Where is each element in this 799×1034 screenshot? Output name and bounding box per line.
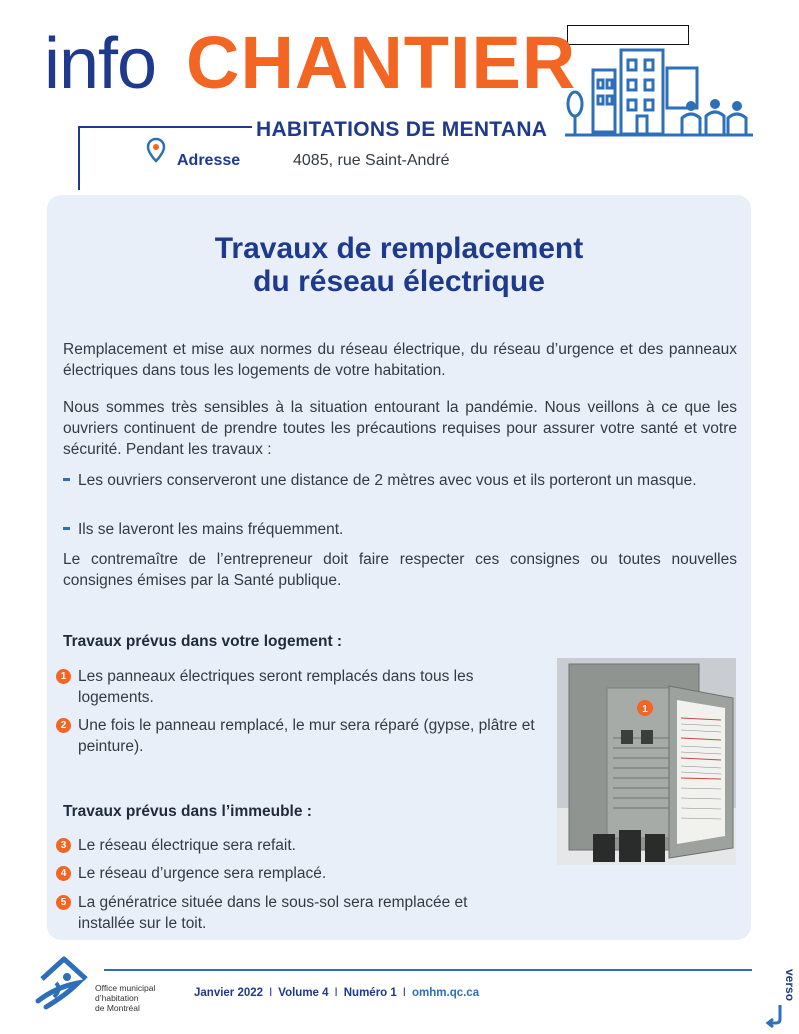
pandemic-paragraph: Nous sommes très sensibles à la situation entourant la pandémie. Nous veillons à ce que les ouvriers continuent de prendre toutes les précautions requises pour assurer votre santé et votre sécurité. Pendant les travaux : [63, 399, 737, 458]
number-badge: 2 [56, 718, 71, 733]
issue-date: Janvier 2022 [194, 987, 264, 999]
title-line-2: du réseau électrique [253, 265, 545, 298]
separator: I [402, 987, 406, 999]
logo-info-text: info [44, 24, 157, 104]
number-badge: 4 [56, 866, 71, 881]
bullet-dash-icon [63, 478, 70, 481]
verso-turn-page[interactable] [766, 965, 797, 1027]
verso-label: verso [783, 969, 797, 1002]
electrical-panel-photo [557, 658, 736, 865]
website-link[interactable]: omhm.qc.ca [412, 987, 480, 999]
section-heading-immeuble: Travaux prévus dans l’immeuble : [63, 803, 312, 820]
section-heading-logement: Travaux prévus dans votre logement : [63, 633, 343, 650]
list-item [56, 835, 536, 856]
blank-box [567, 25, 689, 45]
footer-info [194, 987, 479, 999]
separator: I [334, 987, 338, 999]
bullet-dash-icon [63, 527, 70, 530]
issue-number: Numéro 1 [343, 987, 397, 999]
project-name: HABITATIONS DE MENTANA [256, 118, 548, 141]
item-text: Le réseau d’urgence sera remplacé. [78, 865, 327, 882]
location-pin-icon [146, 137, 166, 163]
bullet-text: Les ouvriers conserveront une distance de 2 mètres avec vous et ils porteront un masque. [78, 472, 697, 489]
organization-name [95, 983, 155, 1013]
org-line-3: de Montréal [95, 1003, 140, 1013]
list-item [56, 666, 526, 708]
footer-divider [104, 969, 752, 971]
item-text: La génératrice située dans le sous-sol sera remplacée et installée sur le toit. [78, 894, 468, 932]
list-item [56, 863, 536, 884]
list-item [56, 715, 546, 757]
separator: I [269, 987, 273, 999]
list-item [63, 470, 703, 491]
photo-marker-number: 1 [642, 704, 648, 715]
item-text: Le réseau électrique sera refait. [78, 837, 296, 854]
building-illustration-icon [565, 48, 755, 140]
volume: Volume 4 [278, 987, 329, 999]
page-title [47, 232, 751, 298]
supervisor-paragraph: Le contremaître de l’entrepreneur doit faire respecter ces consignes ou toutes nouvelles consignes émises par la Santé publique. [63, 551, 737, 589]
list-item [63, 519, 703, 540]
org-line-2: d’habitation [95, 993, 139, 1003]
intro-paragraph: Remplacement et mise aux normes du réseau électrique, du réseau d’urgence et des panneaux électriques dans tous les logements de votre habitation. [63, 341, 737, 379]
address-value: 4085, rue Saint-André [293, 152, 450, 169]
number-badge: 3 [56, 838, 71, 853]
number-badge: 1 [56, 669, 71, 684]
title-line-1: Travaux de remplacement [214, 232, 584, 265]
list-item [56, 892, 526, 934]
address-label: Adresse [177, 152, 241, 169]
item-text: Une fois le panneau remplacé, le mur sera réparé (gypse, plâtre et peinture). [78, 717, 535, 755]
bullet-text: Ils se laveront les mains fréquemment. [78, 521, 344, 538]
item-text: Les panneaux électriques seront remplacés dans tous les logements. [78, 668, 474, 706]
org-line-1: Office municipal [95, 983, 156, 993]
logo-chantier-text: CHANTIER [186, 21, 577, 104]
number-badge: 5 [56, 895, 71, 910]
omhm-logo-icon [34, 953, 94, 1013]
